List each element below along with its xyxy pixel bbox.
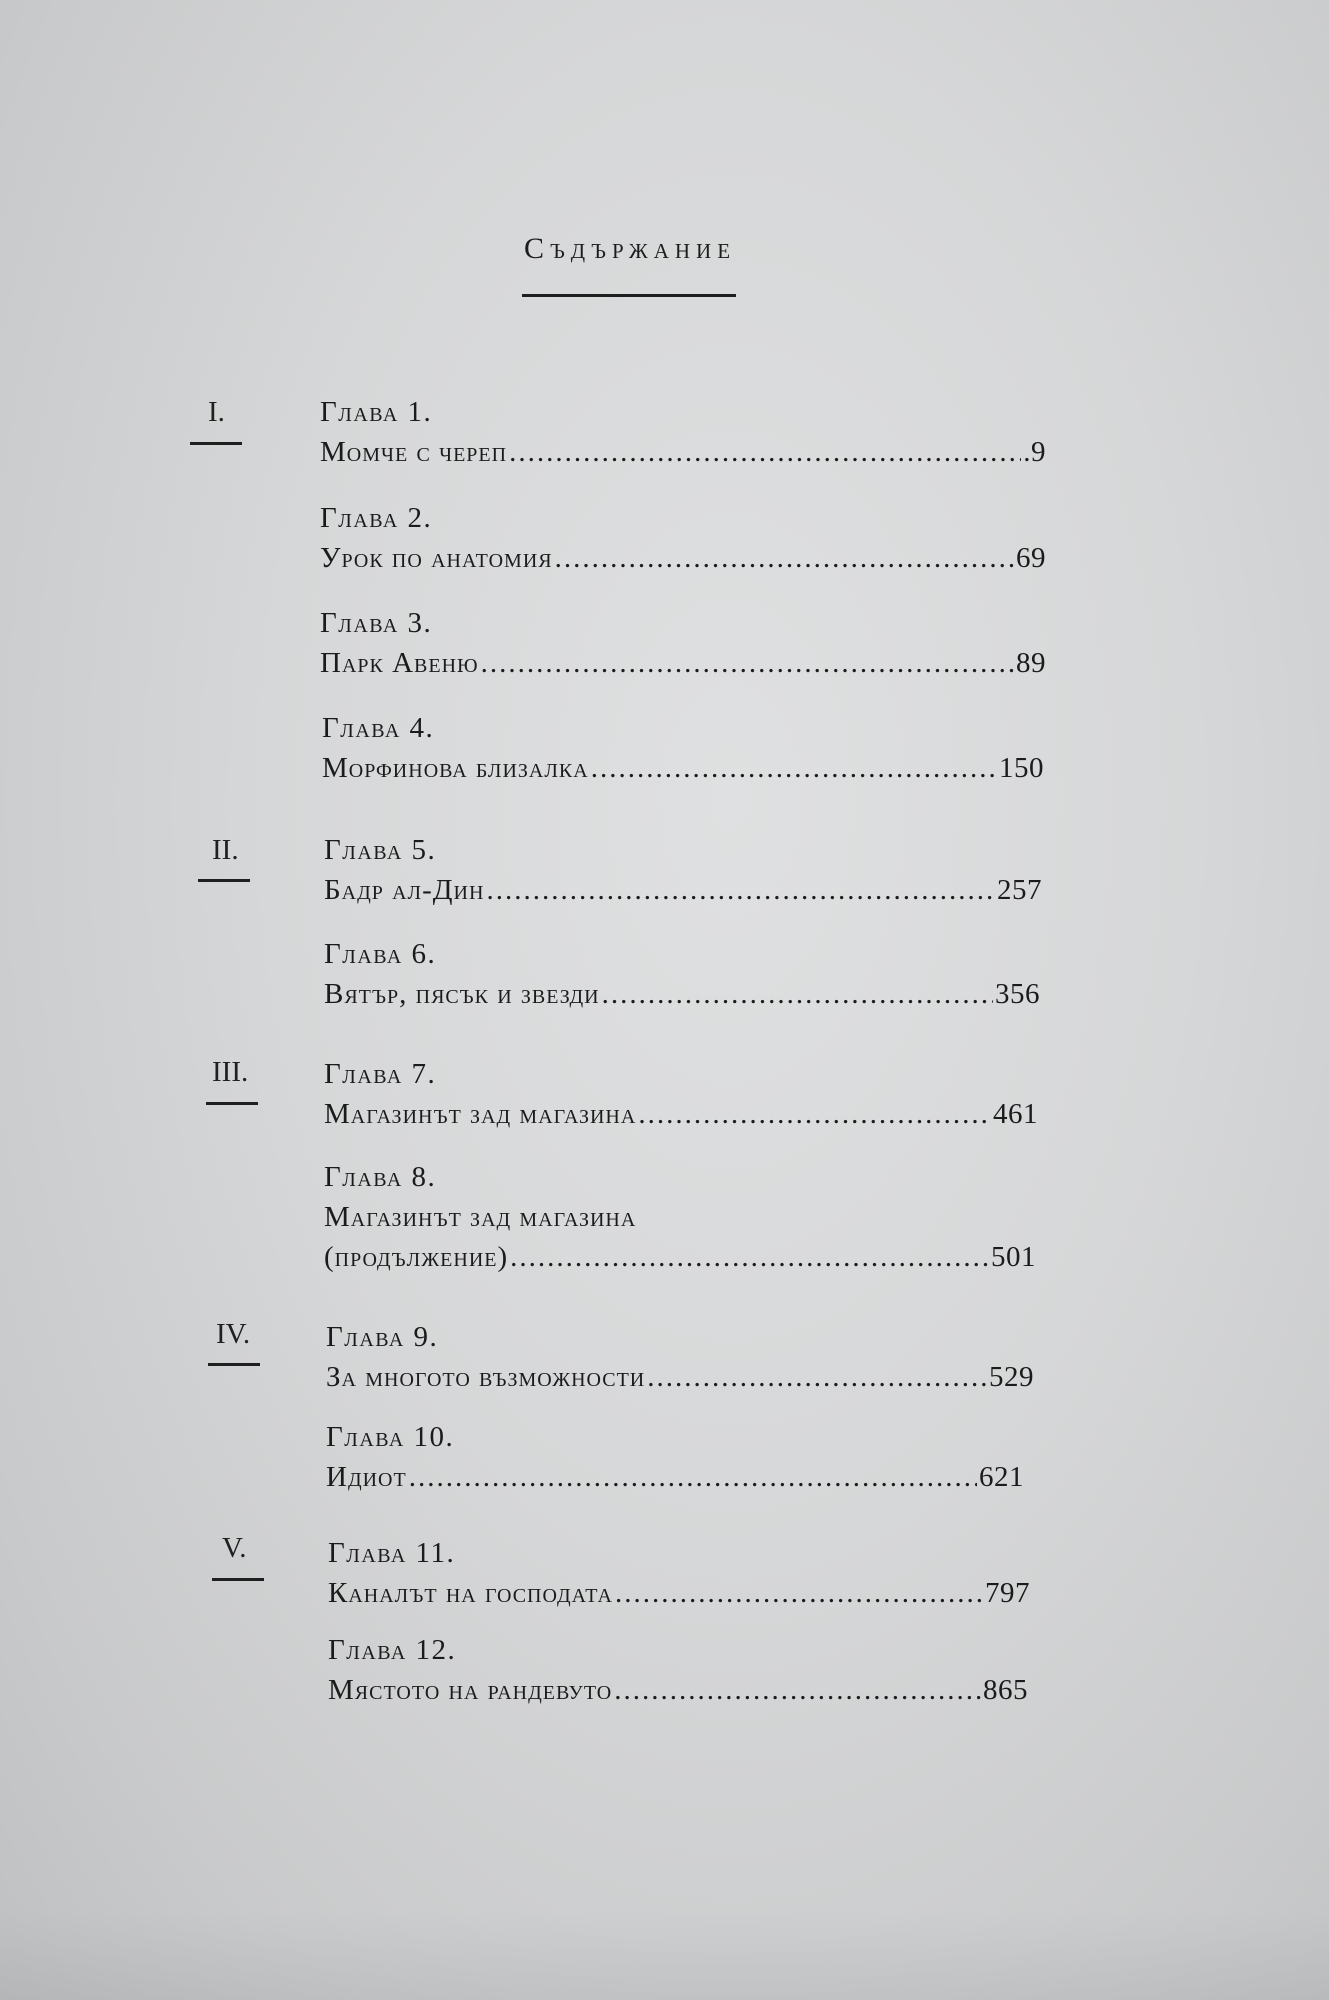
toc-entry-chapter-7[interactable] (324, 1054, 1064, 1134)
page-number: 865 (983, 1674, 1028, 1706)
part-rule-2 (198, 879, 250, 882)
toc-entry-chapter-5[interactable] (324, 830, 1064, 910)
page-number: .9 (1023, 436, 1046, 468)
chapter-title-line (324, 870, 1042, 910)
part-rule-1 (190, 442, 242, 445)
part-numeral-3: III. (212, 1056, 249, 1088)
dot-leader (409, 1457, 977, 1497)
page-number: 621 (979, 1461, 1024, 1493)
chapter-title-line (320, 432, 1046, 472)
dot-leader (614, 1670, 981, 1710)
chapter-title: Бадр ал-Дин (324, 874, 485, 906)
toc-entry-chapter-4[interactable] (322, 708, 1062, 788)
chapter-title-line (320, 643, 1046, 683)
chapter-title: Каналът на господата (328, 1577, 613, 1609)
dot-leader (555, 538, 1014, 578)
dot-leader (510, 1237, 989, 1277)
chapter-title: За многото възможности (326, 1361, 646, 1393)
chapter-label: Глава 9. (326, 1321, 439, 1353)
chapter-title: Урок по анатомия (320, 542, 553, 574)
chapter-label: Глава 1. (320, 396, 433, 428)
chapter-title: Момче с череп (320, 436, 508, 468)
chapter-label: Глава 8. (324, 1161, 437, 1193)
chapter-title: Магазинът зад магазина (324, 1098, 637, 1130)
part-numeral-1: I. (208, 396, 225, 428)
dot-leader (638, 1094, 991, 1134)
chapter-label: Глава 3. (320, 607, 433, 639)
part-rule-4 (208, 1363, 260, 1366)
chapter-title: Вятър, пясък и звезди (324, 978, 600, 1010)
chapter-label: Глава 7. (324, 1058, 437, 1090)
chapter-label: Глава 4. (322, 712, 435, 744)
page-number: 69 (1016, 542, 1046, 574)
page-number: 356 (995, 978, 1040, 1010)
chapter-title-continued: (продължение) (324, 1241, 509, 1273)
chapter-title-line (326, 1357, 1034, 1397)
chapter-title-line (324, 974, 1040, 1014)
toc-entry-chapter-3[interactable] (320, 603, 1060, 683)
page-number: 529 (989, 1361, 1034, 1393)
toc-entry-chapter-2[interactable] (320, 498, 1060, 578)
chapter-label: Глава 11. (328, 1537, 456, 1569)
page-title: Съдържание (523, 232, 737, 265)
dot-leader (615, 1573, 983, 1613)
title-underline (522, 294, 736, 297)
part-rule-5 (212, 1578, 264, 1581)
chapter-title-line-continued (324, 1237, 1036, 1277)
part-numeral-5: V. (222, 1532, 247, 1564)
dot-leader (481, 643, 1014, 683)
toc-entry-chapter-6[interactable] (324, 934, 1064, 1014)
chapter-title-line (324, 1197, 1064, 1237)
page-number: 501 (991, 1241, 1036, 1273)
dot-leader (647, 1357, 987, 1397)
chapter-label: Глава 10. (326, 1421, 455, 1453)
page-number: 150 (999, 752, 1044, 784)
dot-leader (486, 870, 995, 910)
chapter-title-line (320, 538, 1046, 578)
chapter-title: Парк Авеню (320, 647, 479, 679)
chapter-title-line (324, 1094, 1038, 1134)
chapter-label: Глава 5. (324, 834, 437, 866)
toc-entry-chapter-8[interactable] (324, 1157, 1064, 1277)
chapter-label: Глава 12. (328, 1634, 457, 1666)
page-number: 257 (997, 874, 1042, 906)
page-bottom-shadow (0, 1910, 1329, 2000)
chapter-title-line (328, 1573, 1030, 1613)
chapter-title: Морфинова близалка (322, 752, 589, 784)
chapter-label: Глава 2. (320, 502, 433, 534)
part-numeral-4: IV. (216, 1318, 251, 1350)
dot-leader (591, 748, 997, 788)
dot-leader (602, 974, 993, 1014)
chapter-title-line (328, 1670, 1028, 1710)
toc-entry-chapter-11[interactable] (328, 1533, 1068, 1613)
dot-leader (509, 432, 1021, 472)
chapter-label: Глава 6. (324, 938, 437, 970)
toc-entry-chapter-12[interactable] (328, 1630, 1068, 1710)
chapter-title: Магазинът зад магазина (324, 1201, 637, 1233)
toc-entry-chapter-9[interactable] (326, 1317, 1066, 1397)
chapter-title: Идиот (326, 1461, 407, 1493)
part-numeral-2: II. (212, 834, 239, 866)
toc-entry-chapter-1[interactable] (320, 392, 1060, 472)
chapter-title-line (326, 1457, 1024, 1497)
part-rule-3 (206, 1102, 258, 1105)
chapter-title: Мястото на рандевуто (328, 1674, 613, 1706)
page-number: 797 (985, 1577, 1030, 1609)
chapter-title-line (322, 748, 1044, 788)
toc-entry-chapter-10[interactable] (326, 1417, 1066, 1497)
page-number: 461 (993, 1098, 1038, 1130)
page-number: 89 (1016, 647, 1046, 679)
